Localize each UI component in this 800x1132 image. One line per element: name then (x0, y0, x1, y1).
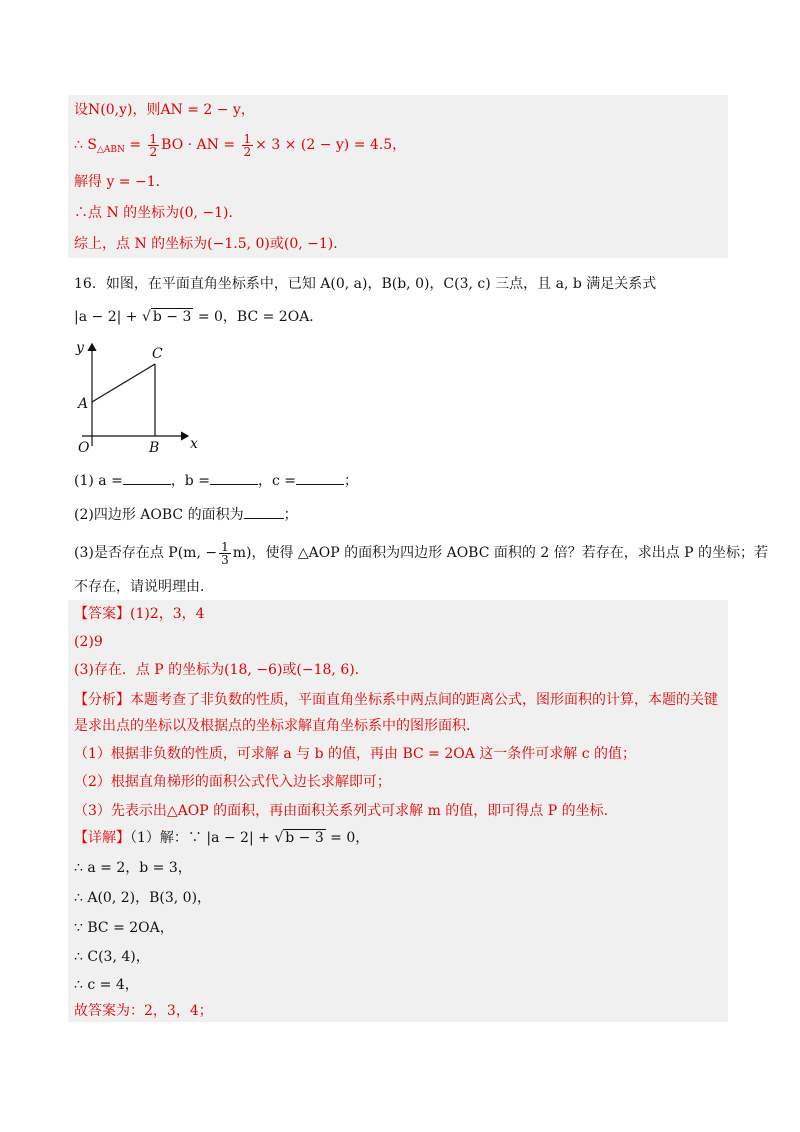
coordinate-figure (70, 338, 210, 458)
part-1-b: ，b = (170, 473, 210, 489)
area-symbol: ∴ S (74, 137, 97, 153)
detail-1: 【详解】（1）解：∵ |a − 2| + √ b − 3 = 0， (74, 830, 370, 846)
part-2-end: ； (283, 507, 298, 523)
blank-area[interactable] (244, 504, 284, 519)
sqrt-term: b − 3 (152, 309, 192, 325)
blank-c[interactable] (296, 470, 344, 485)
part-2 (74, 504, 298, 525)
fraction-half-1 (148, 133, 160, 158)
solution-line-2 (74, 130, 406, 165)
point-C-label: C (152, 346, 163, 362)
solution-line-1: 设N(0,y)，则AN = 2 − y， (74, 102, 255, 118)
point-A-label: A (78, 396, 89, 412)
answer-1: 【答案】(1)2，3，4 (74, 606, 205, 622)
part-3-line-2: 不存在，请说明理由． (74, 579, 214, 595)
denominator: 3 (221, 552, 229, 567)
part-3 (74, 538, 768, 568)
segment-AC (92, 364, 155, 402)
solution-line-4: ∴点 N 的坐标为(0, −1)． (74, 205, 243, 221)
part-1-c: ，c = (257, 473, 296, 489)
detail-3: ∴ A(0, 2)，B(3, 0)， (74, 890, 212, 906)
abs-term: |a − 2| + (74, 309, 142, 325)
analysis-1: 【分析】本题考查了非负数的性质，平面直角坐标系中两点间的距离公式，图形面积的计算，本题的关键 (74, 692, 718, 708)
question-stem-1: 16．如图，在平面直角坐标系中，已知 A(0, a)，B(b, 0)，C(3, c) 三点，且 a, b 满足关系式 (74, 276, 657, 292)
condition-text: = 0，BC = 2OA． (193, 309, 324, 325)
detail-label: 【详解】 (74, 830, 130, 846)
denominator: 2 (243, 144, 252, 159)
part-1-a: (1) a = (74, 473, 123, 489)
product-result: × 3 × (2 − y) = 4.5， (255, 137, 407, 153)
denominator: 2 (149, 144, 158, 159)
point-P-coord-b: m) (232, 545, 252, 561)
detail-1-pre: （1）解：∵ |a − 2| + (130, 830, 275, 846)
part-1-end: ； (344, 473, 358, 489)
detail-6: ∴ c = 4， (74, 977, 139, 993)
point-O-label: O (78, 440, 90, 456)
blank-a[interactable] (123, 470, 171, 485)
y-axis-label: y (76, 340, 84, 356)
detail-7: 故答案为：2，3，4； (74, 1003, 213, 1019)
solution-line-5: 综上，点 N 的坐标为(−1.5, 0)或(0, −1)． (74, 236, 348, 252)
analysis-5: （3）先表示出△AOP 的面积，再由面积关系列式可求解 m 的值，即可得点 P 的坐标． (74, 803, 618, 819)
point-B-label: B (149, 440, 160, 456)
part-1 (74, 470, 358, 491)
product-text: BO · AN = (161, 137, 240, 153)
numerator: 1 (149, 131, 158, 146)
point-P-coord-a: (m, − (177, 545, 218, 561)
solution-line-3: 解得 y = −1． (74, 174, 170, 190)
detail-5: ∴ C(3, 4)， (74, 949, 150, 965)
question-stem-2: |a − 2| + √ b − 3 = 0，BC = 2OA． (74, 309, 324, 325)
part-2-text: (2)四边形 AOBC 的面积为 (74, 507, 244, 523)
answer-3: (3)存在．点 P 的坐标为(18, −6)或(−18, 6)． (74, 662, 369, 678)
analysis-4: （2）根据直角梯形的面积公式代入边长求解即可； (74, 774, 391, 790)
part-3-post: ，使得 △AOP 的面积为四边形 AOBC 面积的 2 倍？若存在，求出点 P 的坐标；若 (251, 545, 769, 561)
detail-4: ∵ BC = 2OA， (74, 920, 174, 936)
analysis-3: （1）根据非负数的性质，可求解 a 与 b 的值，再由 BC = 2OA 这一条件可求解 c 的值； (74, 746, 637, 762)
part-3-pre: (3)是否存在点 P (74, 545, 178, 561)
answer-2: (2)9 (74, 634, 103, 650)
detail-sqrt: b − 3 (285, 830, 324, 846)
blank-b[interactable] (210, 470, 258, 485)
area-subscript: △ABN (96, 145, 125, 155)
numerator: 1 (243, 131, 252, 146)
equals: = (124, 137, 146, 153)
x-axis-label: x (190, 436, 198, 452)
detail-2: ∴ a = 2，b = 3， (74, 860, 192, 876)
numerator: 1 (221, 539, 229, 554)
fraction-half-2 (242, 133, 254, 158)
analysis-2: 是求出点的坐标以及根据点的坐标求解直角坐标系中的图形面积． (74, 718, 480, 734)
fraction-third (219, 541, 231, 566)
detail-1-post: = 0， (325, 830, 370, 846)
